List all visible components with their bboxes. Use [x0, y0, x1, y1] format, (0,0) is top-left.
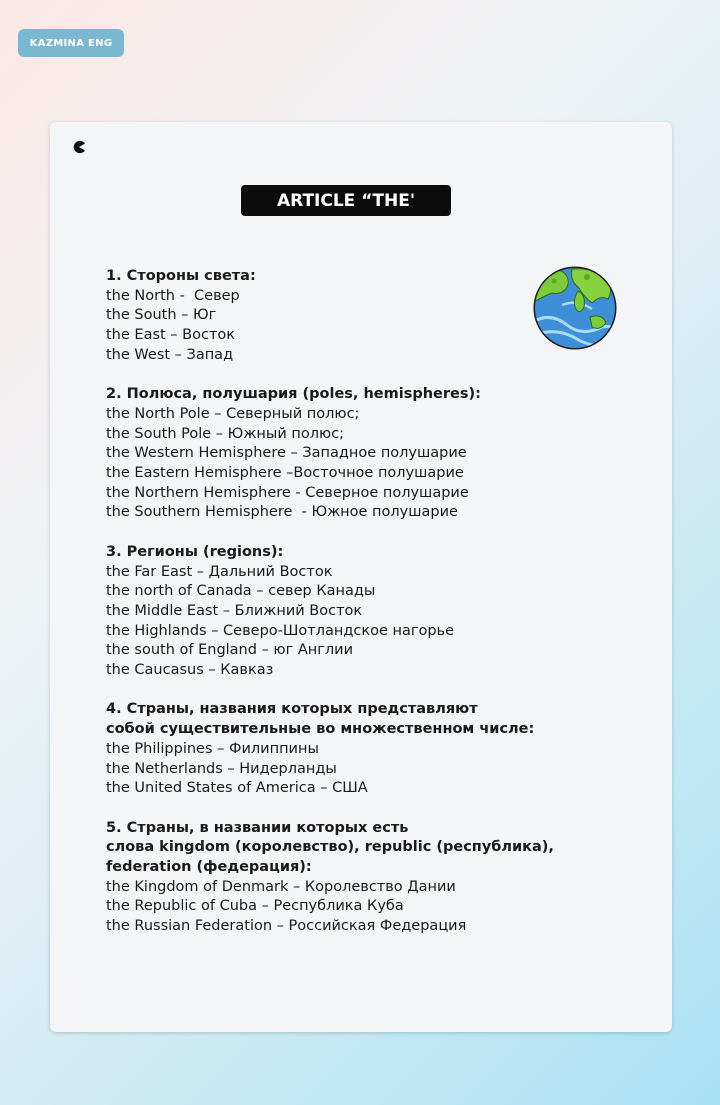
- list-item: the Middle East – Ближний Восток: [106, 602, 363, 619]
- page-title: ARTICLE “THE': [241, 185, 451, 216]
- list-item: the Netherlands – Нидерланды: [106, 760, 337, 777]
- section-kingdom-republic-federation: [106, 819, 646, 937]
- list-item: the Republic of Cuba – Республика Куба: [106, 898, 404, 915]
- article-content: [106, 267, 646, 957]
- list-item: the North - Север: [106, 287, 240, 304]
- pacman-icon: [72, 140, 86, 154]
- list-item: the Caucasus – Кавказ: [106, 662, 274, 679]
- list-item: the South – Юг: [106, 307, 217, 324]
- list-item: the Western Hemisphere – Западное полушарие: [106, 445, 467, 462]
- section-heading: слова kingdom (королевство), republic (республика),: [106, 839, 554, 856]
- list-item: the West – Запад: [106, 346, 234, 363]
- section-regions: [106, 543, 646, 681]
- list-item: the south of England – юг Англии: [106, 642, 353, 659]
- list-item: the East – Восток: [106, 327, 236, 344]
- section-heading: 5. Страны, в названии которых есть: [106, 819, 409, 836]
- section-heading: собой существительные во множественном числе:: [106, 721, 535, 738]
- list-item: the North Pole – Северный полюс;: [106, 405, 360, 422]
- list-item: the Far East – Дальний Восток: [106, 563, 333, 580]
- list-item: the Eastern Hemisphere –Восточное полушарие: [106, 465, 464, 482]
- brand-tag: KAZMINA ENG: [18, 29, 124, 57]
- list-item: the Kingdom of Denmark – Королевство Дании: [106, 878, 456, 895]
- section-heading: 1. Стороны света:: [106, 268, 256, 284]
- list-item: the Russian Federation – Российская Федерация: [106, 918, 467, 935]
- section-heading: 2. Полюса, полушария (poles, hemispheres):: [106, 386, 481, 403]
- list-item: the Highlands – Северо-Шотландское нагорье: [106, 622, 455, 639]
- list-item: the United States of America – США: [106, 780, 368, 797]
- content-card: [50, 122, 672, 1032]
- section-heading: 4. Страны, названия которых представляют: [106, 701, 478, 718]
- section-heading: federation (федерация):: [106, 859, 312, 876]
- section-heading: 3. Регионы (regions):: [106, 543, 284, 560]
- list-item: the Philippines – Филиппины: [106, 740, 319, 757]
- section-poles-hemispheres: [106, 385, 646, 523]
- list-item: the Northern Hemisphere - Северное полушарие: [106, 484, 469, 501]
- list-item: the South Pole – Южный полюс;: [106, 425, 345, 442]
- section-plural-countries: [106, 700, 646, 799]
- list-item: the Southern Hemisphere - Южное полушарие: [106, 504, 458, 521]
- section-cardinal-directions: [106, 267, 646, 366]
- list-item: the north of Canada – север Канады: [106, 583, 376, 600]
